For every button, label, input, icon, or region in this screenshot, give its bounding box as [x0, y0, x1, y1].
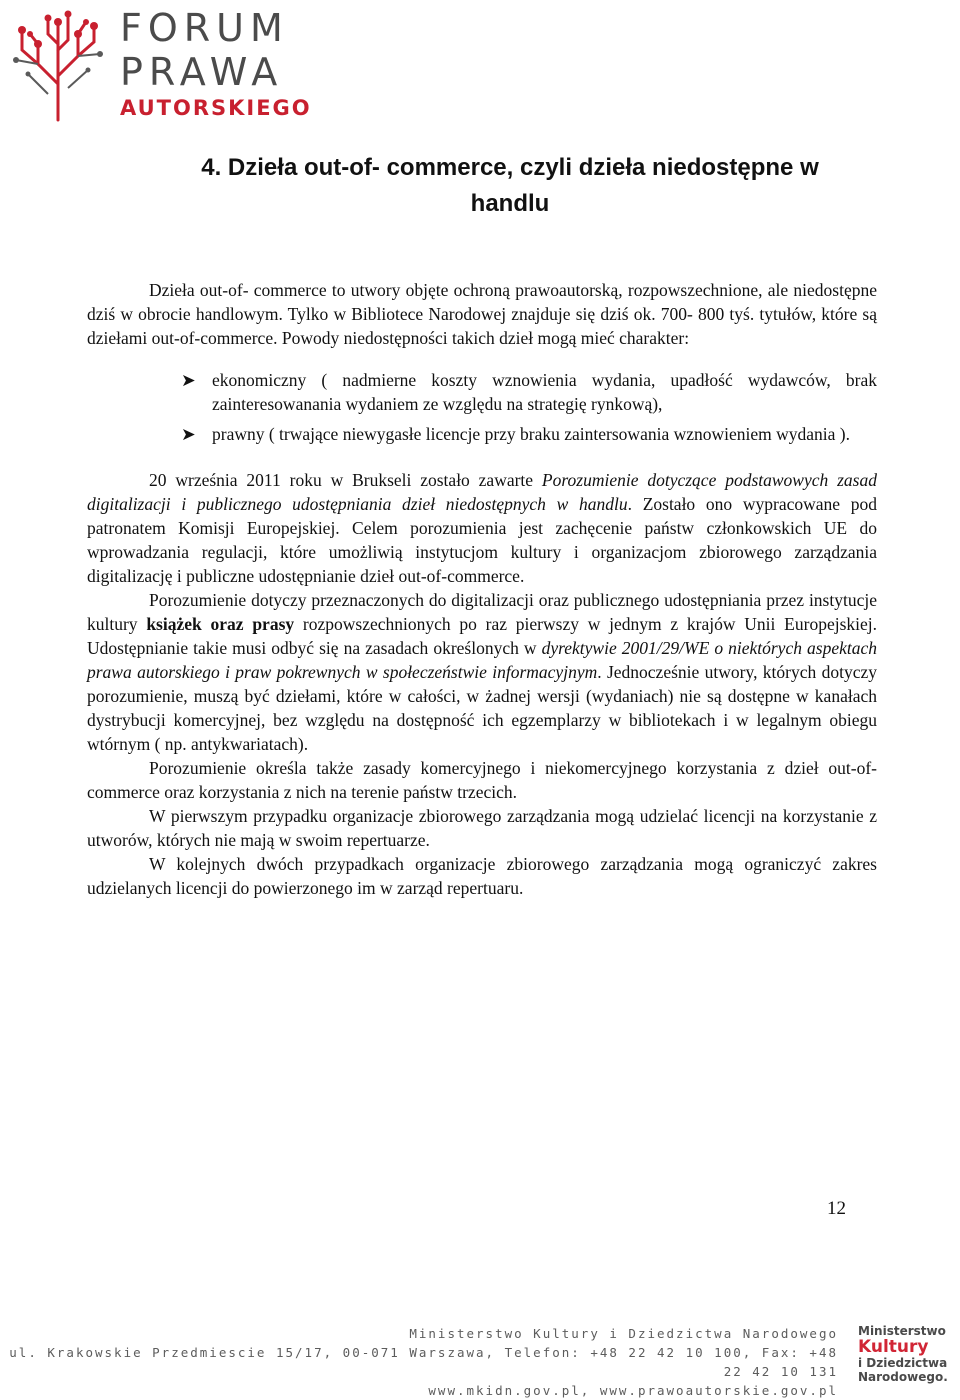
footer-address — [0, 1324, 838, 1400]
section-title-line1: 4. Dzieła out-of- commerce, czyli dzieła niedostępne w — [201, 154, 819, 181]
ministry-logo — [858, 1324, 950, 1384]
section-title-line2: handlu — [470, 190, 550, 217]
list-item — [87, 368, 877, 416]
ministry-logo-line1: Ministerstwo — [858, 1324, 946, 1338]
reasons-list — [87, 368, 877, 446]
ministry-logo-line3: i Dziedzictwa — [858, 1356, 948, 1370]
scope-paragraph — [87, 588, 877, 756]
logo-line-forum: FORUM — [120, 6, 289, 50]
other-cases-paragraph: W kolejnych dwóch przypadkach organizacje zbiorowego zarządzania mogą ograniczyć zakres udzielanych licencji do powierzonego im w zarząd repertuaru. — [87, 854, 877, 898]
list-item-text: prawny ( trwające niewygasłe licencje przy braku zaintersowania wznowieniem wydania ). — [212, 424, 850, 444]
section-title — [150, 150, 870, 222]
page-footer — [0, 1318, 960, 1398]
list-item-text: ekonomiczny ( nadmierne koszty wznowienia wydania, upadłość wydawców, brak zainteresowanania wydaniem ze względu na strategię rynkową), — [212, 370, 877, 414]
list-item — [87, 422, 877, 446]
logo-line-prawa: PRAWA — [120, 50, 284, 94]
arrow-bullet-icon: ➤ — [181, 370, 196, 390]
ministry-logo-line4: Narodowego. — [858, 1370, 948, 1384]
footer-contact: ul. Krakowskie Przedmiescie 15/17, 00-071 Warszawa, Telefon: +48 22 42 10 100, Fax: +48 22 42 10 131 — [9, 1345, 838, 1379]
page-number: 12 — [827, 1198, 846, 1219]
intro-paragraph: Dzieła out-of- commerce to utwory objęte ochroną prawoautorską, rozpowszechnione, ale niedostępne dziś w obrocie handlowym. Tylko w Bibliotece Narodowej znajduje się dziś ok. 700- 800 tyś. tytułów, które są dziełami out-of-commerce. Powody niedostępności takich dzieł mogą mieć charakter: — [87, 280, 877, 348]
directive-title: dyrektywie 2001/29/WE o niektórych aspektach prawa autorskiego i praw pokrewnych w społeczeństwie informacyjnym — [87, 638, 877, 682]
scope-text-e: . Jednocześnie utwory, których dotyczy porozumienie, muszą być dziełami, które w całości, w żadnej wersji (wydaniach) nie są dostępne w kanałach dystrybucji komercyjnej, bez względu na dostępność ich egzemplarzy w bibliotekach i w legalnym obiegu wtórnym ( np. antykwariatach). — [87, 662, 878, 754]
scope-text-c: rozpowszechnionych po raz pierwszy w jednym z krajów Unii Europejskiej. Udostępnianie takie musi odbyć się na zasadach określonych w — [87, 614, 877, 658]
scope-text-a: Porozumienie dotyczy przeznaczonych do digitalizacji oraz publicznego udostępniania przez instytucje kultury — [87, 590, 877, 634]
scope-emphasis: książek oraz prasy — [146, 614, 295, 634]
document-body — [87, 278, 877, 900]
agreement-paragraph — [87, 468, 877, 588]
rules-paragraph: Porozumienie określa także zasady komercyjnego i niekomercyjnego korzystania z dzieł out-of-commerce oraz korzystania z nich na terenie państw trzecich. — [87, 758, 877, 802]
first-case-paragraph: W pierwszym przypadku organizacje zbiorowego zarządzania mogą udzielać licencji na korzystanie z utworów, których nie mają w swoim repertuarze. — [87, 806, 877, 850]
forum-prawa-autorskiego-logo — [8, 4, 312, 122]
footer-websites: www.mkidn.gov.pl, www.prawoautorskie.gov.pl — [428, 1383, 838, 1398]
arrow-bullet-icon: ➤ — [181, 424, 196, 444]
circuit-tree-icon — [8, 4, 108, 122]
logo-line-autorskiego: AUTORSKIEGO — [120, 96, 312, 120]
agreement-text-c: . Zostało ono wypracowane pod patronatem Komisji Europejskiej. Celem porozumienia jest zachęcenie państw członkowskich UE do wprowadzania regulacji, które umożliwią instytucjom kultury i organizacjom zbiorowego zarządzania digitalizację i publiczne udostępnianie dzieł out-of-commerce. — [87, 494, 877, 586]
logo-wordmark — [120, 6, 312, 120]
agreement-text-a: 20 września 2011 roku w Brukseli zostało zawarte — [149, 470, 542, 490]
footer-ministry-name: Ministerstwo Kultury i Dziedzictwa Narodowego — [409, 1326, 838, 1341]
ministry-logo-line2: Kultury — [858, 1337, 929, 1357]
agreement-title: Porozumienie dotyczące podstawowych zasad digitalizacji i publicznego udostępniania dzieł niedostępnych w handlu — [87, 470, 877, 514]
